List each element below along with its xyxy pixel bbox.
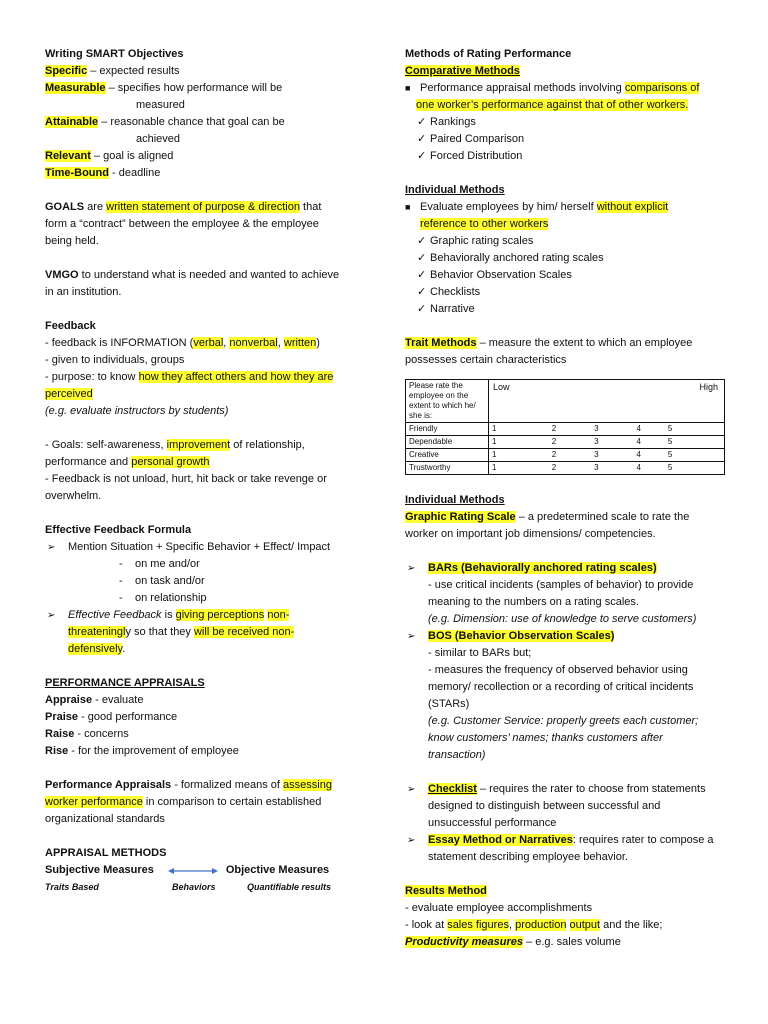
grs-line-2: worker on important job dimensions/ competencies.	[405, 528, 656, 540]
smart-attainable: Attainable – reasonable chance that goal can be	[45, 116, 285, 128]
bars-line-2: meaning to the numbers on a rating scales.	[428, 596, 639, 608]
bars-line-1: - use critical incidents (samples of behavior) to provide	[428, 579, 694, 591]
feedback-line-8: - Feedback is not unload, hurt, hit back or take revenge or	[45, 473, 327, 485]
trait-line-2: possesses certain characteristics	[405, 354, 567, 366]
smart-measurable-cont: measured	[136, 99, 185, 111]
vmgo-line: VMGO to understand what is needed and wanted to achieve	[45, 269, 340, 281]
formula-item-2-line-2: threateningly so that they will be received non-	[68, 626, 295, 638]
arrow-bullet-icon: ➢	[407, 835, 416, 846]
pa-def-line-3: organizational standards	[45, 813, 165, 825]
smart-measurable: Measurable – specifies how performance will be	[45, 82, 283, 94]
check-icon: ✓	[417, 133, 427, 145]
formula-sub-3: - on relationship	[119, 592, 207, 604]
bars-title: ➢ BARs (Behaviorally anchored rating scales)	[405, 560, 727, 577]
bos-line-5: (e.g. Customer Service: properly greets each customer;	[428, 715, 699, 727]
left-column	[45, 46, 367, 896]
double-arrow-icon	[168, 865, 218, 877]
rating-title: Methods of Rating Performance	[405, 48, 572, 60]
square-bullet-icon: ■	[405, 83, 411, 93]
objective-measures: Objective Measures	[225, 864, 330, 876]
quantifiable-results: Quantifiable results	[247, 882, 332, 892]
bos-line-4: (STARs)	[428, 698, 470, 710]
feedback-line-5: (e.g. evaluate instructors by students)	[45, 405, 229, 417]
check-icon: ✓	[417, 150, 427, 162]
check-icon: ✓	[417, 303, 427, 315]
feedback-line-2: - given to individuals, groups	[45, 354, 185, 366]
feedback-line-1: - feedback is INFORMATION (verbal, nonverbal, written)	[45, 337, 320, 349]
comparative-check-3: ✓ Forced Distribution	[405, 148, 727, 165]
individual-check-4: ✓ Checklists	[405, 284, 727, 301]
smart-attainable-cont: achieved	[136, 133, 181, 145]
individual-check-5: ✓ Narrative	[405, 301, 727, 318]
check-icon: ✓	[417, 286, 427, 298]
raise-line: Raise - concerns	[45, 728, 129, 740]
essay-line: ➢ Essay Method or Narratives: requires rater to compose a	[405, 832, 727, 849]
traits-based: Traits Based	[45, 882, 99, 892]
pa-def-line-2: worker performance in comparison to certain established	[45, 796, 322, 808]
table-header-row	[406, 380, 725, 423]
bos-line-7: transaction)	[428, 749, 486, 761]
individual-desc: ■ Evaluate employees by him/ herself without explicit	[405, 199, 727, 216]
smart-title: Writing SMART Objectives	[45, 48, 184, 60]
table-row: Dependable 1 2 3 4 5	[406, 436, 725, 449]
rise-line: Rise - for the improvement of employee	[45, 745, 239, 757]
square-bullet-icon: ■	[405, 202, 411, 212]
formula-item-1: ➢ Mention Situation + Specific Behavior + Effect/ Impact	[45, 539, 367, 556]
smart-timebound: Time-Bound - deadline	[45, 167, 161, 179]
check-icon: ✓	[417, 235, 427, 247]
table-row: Creative 1 2 3 4 5	[406, 449, 725, 462]
check-icon: ✓	[417, 116, 427, 128]
methods-title: APPRAISAL METHODS	[45, 847, 167, 859]
individual-check-3: ✓ Behavior Observation Scales	[405, 267, 727, 284]
bos-line-2: - measures the frequency of observed behavior using	[428, 664, 688, 676]
results-line-3: Productivity measures – e.g. sales volume	[405, 936, 621, 948]
formula-sub-1: - on me and/or	[119, 558, 200, 570]
vmgo-line-2: in an institution.	[45, 286, 122, 298]
check-icon: ✓	[417, 269, 427, 281]
feedback-line-3: - purpose: to know how they affect others and how they are	[45, 371, 334, 383]
arrow-bullet-icon: ➢	[407, 631, 416, 642]
pa-def-line-1: Performance Appraisals - formalized means of assessing	[45, 779, 332, 791]
formula-title: Effective Feedback Formula	[45, 524, 192, 536]
comparative-desc: ■ Performance appraisal methods involving comparisons of	[405, 80, 727, 97]
goals-line-2: form a “contract” between the employee & the employee	[45, 218, 319, 230]
results-line-1: - evaluate employee accomplishments	[405, 902, 593, 914]
formula-item-2: ➢ Effective Feedback is giving perceptions non-	[45, 607, 367, 624]
bos-line-6: know customers’ names; thanks customers after	[428, 732, 663, 744]
subjective-measures: Subjective Measures	[45, 864, 154, 876]
arrow-bullet-icon: ➢	[47, 610, 56, 621]
essay-line-2: statement describing employee behavior.	[428, 851, 628, 863]
feedback-line-6: - Goals: self-awareness, improvement of relationship,	[45, 439, 305, 451]
table-row: Trustworthy 1 2 3 4 5	[406, 462, 725, 475]
bos-line-1: - similar to BARs but;	[428, 647, 532, 659]
checklist-line: ➢ Checklist – requires the rater to choose from statements	[405, 781, 727, 798]
feedback-line-7: performance and personal growth	[45, 456, 210, 468]
individual-title: Individual Methods	[405, 184, 505, 196]
arrow-bullet-icon: ➢	[47, 542, 56, 553]
arrow-bullet-icon: ➢	[407, 784, 416, 795]
bars-line-3: (e.g. Dimension: use of knowledge to serve customers)	[428, 613, 697, 625]
low-label: Low	[493, 382, 510, 392]
results-line-2: - look at sales figures, production output and the like;	[405, 919, 663, 931]
feedback-line-9: overwhelm.	[45, 490, 102, 502]
trait-line: Trait Methods – measure the extent to which an employee	[405, 337, 693, 349]
results-title: Results Method	[405, 885, 487, 897]
smart-specific: Specific – expected results	[45, 65, 180, 77]
methods-sublabels	[45, 879, 367, 896]
praise-line: Praise - good performance	[45, 711, 178, 723]
methods-measures-row	[45, 862, 367, 879]
checklist-line-3: unsuccessful performance	[428, 817, 557, 829]
table-scale-header	[489, 380, 725, 423]
bos-title: ➢ BOS (Behavior Observation Scales)	[405, 628, 727, 645]
comparative-check-2: ✓ Paired Comparison	[405, 131, 727, 148]
checklist-line-2: designed to distinguish between successful and	[428, 800, 661, 812]
feedback-line-4: perceived	[45, 388, 93, 400]
comparative-desc-2: one worker’s performance against that of other workers.	[416, 99, 689, 111]
high-label: High	[699, 382, 718, 392]
right-column	[405, 46, 727, 951]
formula-item-2-line-3: defensively.	[68, 643, 126, 655]
individual2-title: Individual Methods	[405, 494, 505, 506]
formula-sub-2: - on task and/or	[119, 575, 205, 587]
table-row: Friendly 1 2 3 4 5	[406, 423, 725, 436]
goals-line: GOALS are written statement of purpose & direction that	[45, 201, 322, 213]
comparative-title: Comparative Methods	[405, 65, 520, 77]
individual-check-1: ✓ Graphic rating scales	[405, 233, 727, 250]
feedback-title: Feedback	[45, 320, 96, 332]
appraisals-title: PERFORMANCE APPRAISALS	[45, 677, 205, 689]
individual-check-2: ✓ Behaviorally anchored rating scales	[405, 250, 727, 267]
arrow-bullet-icon: ➢	[407, 563, 416, 574]
grs-line: Graphic Rating Scale – a predetermined scale to rate the	[405, 511, 690, 523]
table-prompt: Please rate the employee on the extent to which he/ she is:	[406, 380, 489, 423]
comparative-check-1: ✓ Rankings	[405, 114, 727, 131]
individual-desc-2: reference to other workers	[420, 218, 549, 230]
rating-table	[405, 379, 725, 475]
check-icon: ✓	[417, 252, 427, 264]
goals-line-3: being held.	[45, 235, 99, 247]
bos-line-3: memory/ recollection or a recording of critical incidents	[428, 681, 694, 693]
appraise-line: Appraise - evaluate	[45, 694, 144, 706]
behaviors-label: Behaviors	[172, 882, 216, 892]
smart-relevant: Relevant – goal is aligned	[45, 150, 174, 162]
